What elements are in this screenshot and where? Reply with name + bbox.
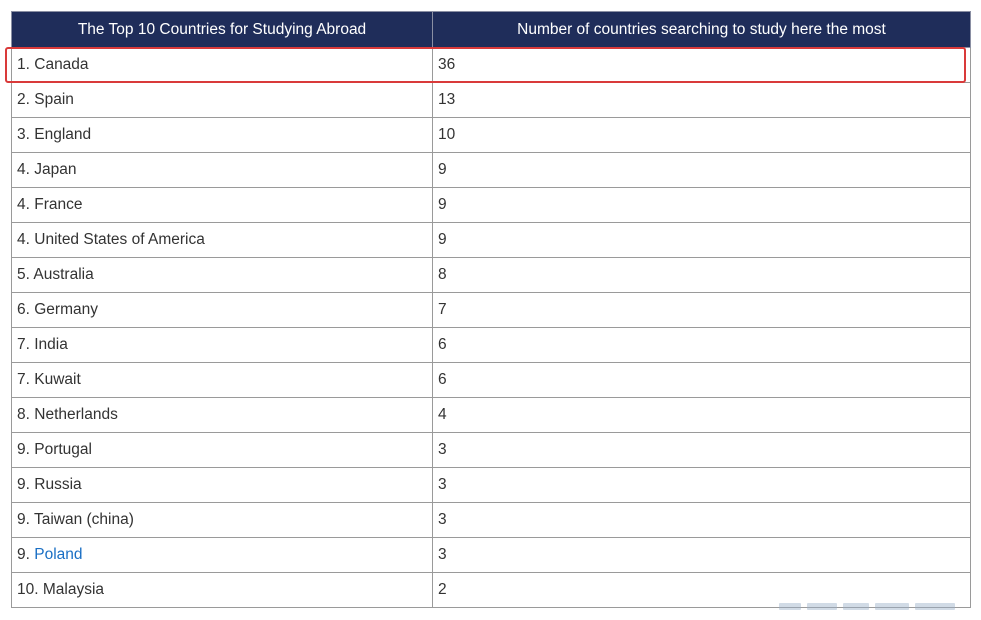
country-cell xyxy=(12,258,433,293)
country-cell xyxy=(12,118,433,153)
rank-label: 4. xyxy=(17,161,30,178)
watermark-logo xyxy=(779,603,969,611)
count-cell: 3 xyxy=(433,503,971,538)
rank-label: 10. xyxy=(17,581,39,598)
count-cell: 9 xyxy=(433,188,971,223)
country-name: United States of America xyxy=(34,231,205,248)
table-row xyxy=(12,538,971,573)
count-cell: 10 xyxy=(433,118,971,153)
table-row xyxy=(12,433,971,468)
country-cell xyxy=(12,503,433,538)
count-cell: 8 xyxy=(433,258,971,293)
count-cell: 13 xyxy=(433,83,971,118)
table-body xyxy=(12,48,971,608)
count-cell: 3 xyxy=(433,433,971,468)
rank-label: 1. xyxy=(17,56,30,73)
rank-label: 4. xyxy=(17,196,30,213)
country-name: Taiwan (china) xyxy=(33,511,134,528)
country-cell xyxy=(12,363,433,398)
ranking-table-container xyxy=(11,11,970,608)
rank-label: 9. xyxy=(17,546,30,563)
count-cell: 3 xyxy=(433,538,971,573)
country-name: Canada xyxy=(34,56,89,73)
header-count: Number of countries searching to study here the most xyxy=(433,12,971,48)
count-cell: 6 xyxy=(433,363,971,398)
country-cell xyxy=(12,293,433,328)
rank-label: 6. xyxy=(17,301,30,318)
count-cell: 7 xyxy=(433,293,971,328)
country-cell xyxy=(12,468,433,503)
table-row xyxy=(12,83,971,118)
count-cell: 2 xyxy=(433,573,971,608)
country-name: Malaysia xyxy=(42,581,105,598)
country-name: Japan xyxy=(34,161,77,178)
header-country: The Top 10 Countries for Studying Abroad xyxy=(12,12,433,48)
count-cell: 36 xyxy=(433,48,971,83)
country-cell xyxy=(12,48,433,83)
rank-label: 9. xyxy=(17,476,30,493)
rank-label: 7. xyxy=(17,371,30,388)
rank-label: 5. xyxy=(17,266,30,283)
table-row xyxy=(12,153,971,188)
rank-label: 2. xyxy=(17,91,30,108)
count-cell: 9 xyxy=(433,153,971,188)
table-row xyxy=(12,328,971,363)
rank-label: 4. xyxy=(17,231,30,248)
country-cell xyxy=(12,433,433,468)
count-cell: 9 xyxy=(433,223,971,258)
country-cell xyxy=(12,153,433,188)
table-row xyxy=(12,258,971,293)
country-name: Germany xyxy=(34,301,98,318)
table-row xyxy=(12,503,971,538)
table-header xyxy=(12,12,971,48)
table-row xyxy=(12,118,971,153)
rank-label: 9. xyxy=(17,441,30,458)
country-name: Netherlands xyxy=(34,406,118,423)
country-cell xyxy=(12,223,433,258)
count-cell: 4 xyxy=(433,398,971,433)
table-row xyxy=(12,363,971,398)
table-row xyxy=(12,48,971,83)
country-name: England xyxy=(34,126,92,143)
country-cell xyxy=(12,188,433,223)
country-name: Portugal xyxy=(34,441,92,458)
rank-label: 9. xyxy=(17,511,30,528)
rank-label: 8. xyxy=(17,406,30,423)
country-name: Australia xyxy=(33,266,94,283)
country-name: Russia xyxy=(34,476,82,493)
table-row xyxy=(12,468,971,503)
country-cell xyxy=(12,573,433,608)
country-cell xyxy=(12,398,433,433)
country-link-poland[interactable]: Poland xyxy=(34,546,83,563)
table-row xyxy=(12,293,971,328)
country-name: Spain xyxy=(34,91,74,108)
country-cell xyxy=(12,538,433,573)
country-name: France xyxy=(34,196,83,213)
table-row xyxy=(12,398,971,433)
country-cell xyxy=(12,83,433,118)
rank-label: 3. xyxy=(17,126,30,143)
table-row xyxy=(12,223,971,258)
count-cell: 3 xyxy=(433,468,971,503)
country-name: India xyxy=(34,336,68,353)
country-name: Kuwait xyxy=(34,371,81,388)
count-cell: 6 xyxy=(433,328,971,363)
country-cell xyxy=(12,328,433,363)
header-row xyxy=(12,12,971,48)
study-abroad-ranking-table xyxy=(11,11,971,608)
rank-label: 7. xyxy=(17,336,30,353)
table-row xyxy=(12,188,971,223)
